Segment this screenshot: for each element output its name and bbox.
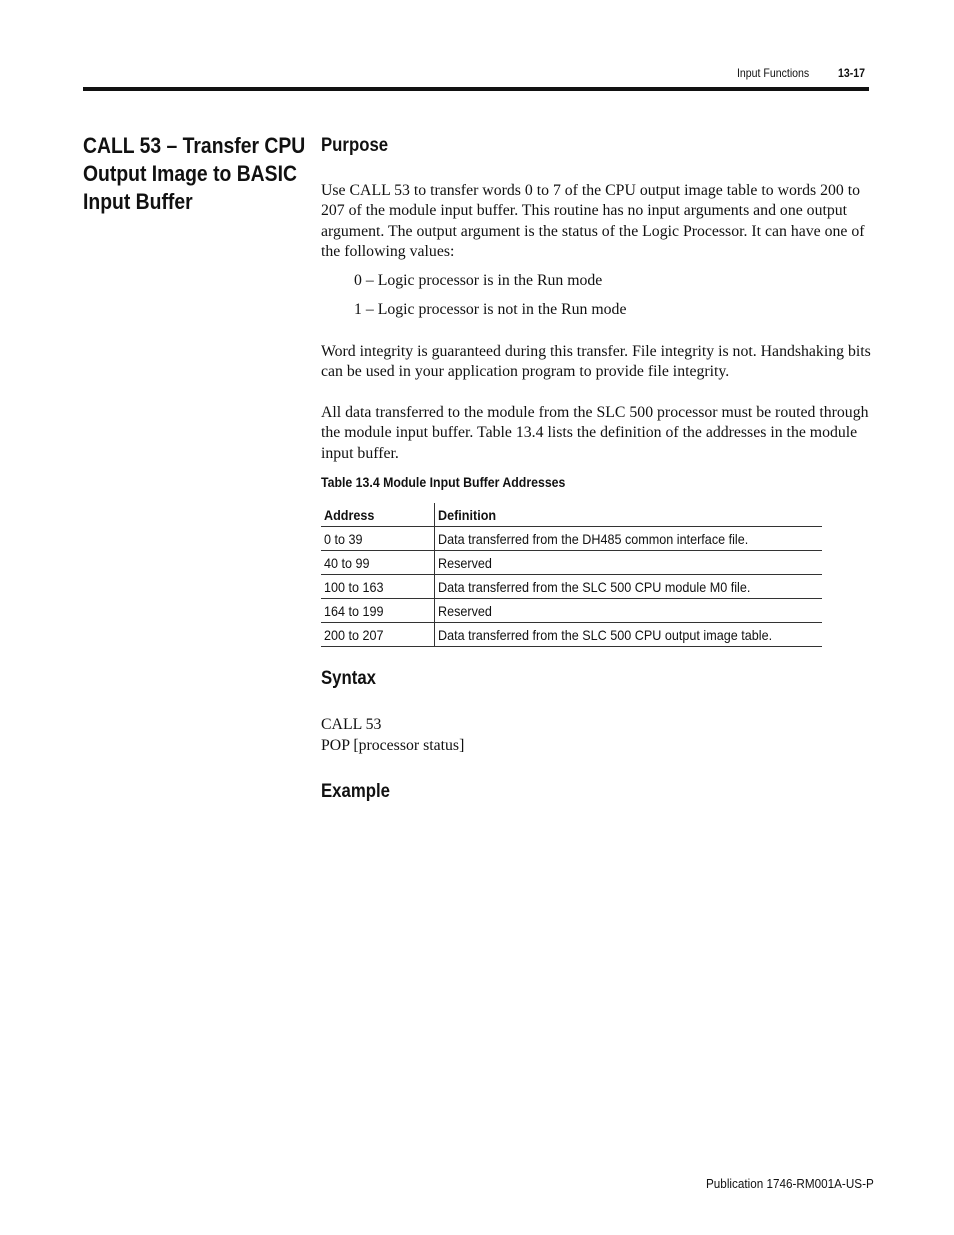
page-number: 13-17 [838,66,866,80]
column-header-address: Address [321,503,435,527]
page-header [0,0,954,100]
address-cell: 164 to 199 [321,599,435,623]
section-title-line: CALL 53 – Transfer CPU [83,133,306,158]
table-row [321,599,822,623]
table-row [321,623,822,647]
publication-footer: Publication 1746-RM001A-US-P [706,1176,874,1191]
table-row [321,575,822,599]
module-input-buffer-table [321,503,822,647]
definition-cell: Reserved [435,599,823,623]
definition-cell: Reserved [435,551,823,575]
syntax-line: POP [processor status] [321,737,465,754]
column-header-definition: Definition [435,503,823,527]
section-title-line: Output Image to BASIC [83,161,297,186]
address-cell: 200 to 207 [321,623,435,647]
table-header-row [321,503,822,527]
address-cell: 100 to 163 [321,575,435,599]
syntax-line: CALL 53 [321,716,382,733]
section-title [83,132,313,216]
purpose-heading: Purpose [321,134,389,156]
running-title: Input Functions [737,66,810,80]
purpose-paragraph: Use CALL 53 to transfer words 0 to 7 of the CPU output image table to words 200 to 207 of the module input buffer. This routine has no input arguments and one output argument. The output argument is the status of the Logic Processor. It can have one of the following values: [321,182,865,261]
syntax-heading: Syntax [321,667,376,689]
definition-cell: Data transferred from the SLC 500 CPU output image table. [435,623,823,647]
table-caption: Table 13.4 Module Input Buffer Addresses [321,474,566,490]
example-heading: Example [321,780,390,802]
table-row [321,551,822,575]
integrity-paragraph: Word integrity is guaranteed during this transfer. File integrity is not. Handshaking bits can be used in your application program to provide file integrity. [321,343,871,381]
header-rule [83,87,869,91]
address-cell: 0 to 39 [321,527,435,551]
table-row [321,527,822,551]
status-value-item: 0 – Logic processor is in the Run mode [354,272,603,289]
definition-cell: Data transferred from the DH485 common interface file. [435,527,823,551]
definition-cell: Data transferred from the SLC 500 CPU module M0 file. [435,575,823,599]
routing-paragraph: All data transferred to the module from the SLC 500 processor must be routed through the module input buffer. Table 13.4 lists the definition of the addresses in the module input buffer. [321,404,869,462]
syntax-code [321,714,464,756]
section-title-line: Input Buffer [83,189,193,214]
status-value-item: 1 – Logic processor is not in the Run mode [354,301,627,318]
address-cell: 40 to 99 [321,551,435,575]
